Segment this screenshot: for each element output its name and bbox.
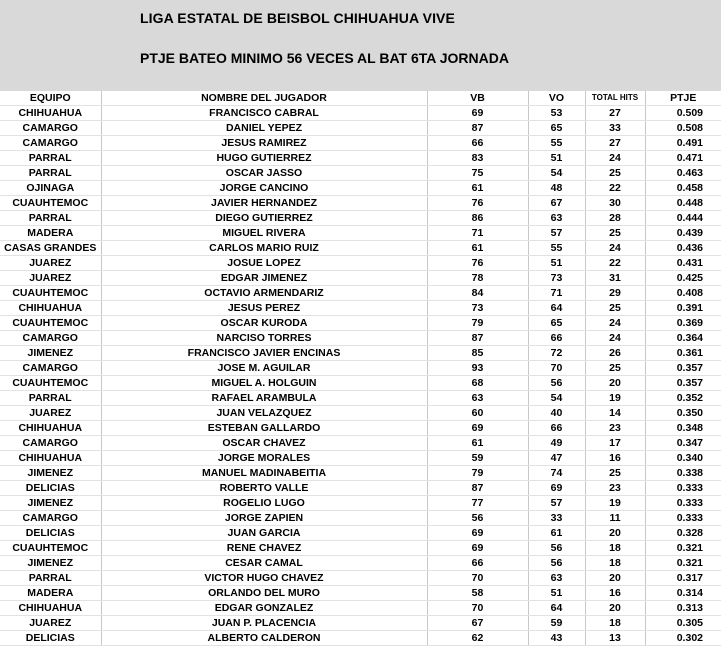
cell-nombre: ESTEBAN GALLARDO	[101, 421, 427, 436]
cell-vo: 48	[528, 181, 585, 196]
cell-ptje: 0.361	[645, 346, 721, 361]
cell-equipo: CAMARGO	[0, 511, 101, 526]
cell-total-hits: 26	[585, 346, 645, 361]
cell-ptje: 0.352	[645, 391, 721, 406]
cell-nombre: JESUS RAMIREZ	[101, 136, 427, 151]
cell-equipo: PARRAL	[0, 391, 101, 406]
table-row	[0, 406, 721, 421]
cell-vo: 55	[528, 241, 585, 256]
cell-total-hits: 19	[585, 391, 645, 406]
table-row	[0, 616, 721, 631]
cell-nombre: ROBERTO VALLE	[101, 481, 427, 496]
cell-equipo: CHIHUAHUA	[0, 601, 101, 616]
cell-ptje: 0.321	[645, 541, 721, 556]
cell-equipo: CAMARGO	[0, 331, 101, 346]
cell-equipo: CAMARGO	[0, 121, 101, 136]
table-row	[0, 466, 721, 481]
cell-vb: 56	[427, 511, 528, 526]
table-row	[0, 256, 721, 271]
league-title: LIGA ESTATAL DE BEISBOL CHIHUAHUA VIVE	[140, 10, 455, 26]
cell-ptje: 0.436	[645, 241, 721, 256]
cell-vo: 69	[528, 481, 585, 496]
cell-total-hits: 23	[585, 421, 645, 436]
cell-vo: 64	[528, 601, 585, 616]
cell-nombre: DIEGO GUTIERREZ	[101, 211, 427, 226]
cell-total-hits: 20	[585, 526, 645, 541]
table-row	[0, 241, 721, 256]
cell-total-hits: 23	[585, 481, 645, 496]
cell-vb: 76	[427, 196, 528, 211]
cell-total-hits: 16	[585, 586, 645, 601]
cell-vo: 63	[528, 571, 585, 586]
cell-equipo: MADERA	[0, 226, 101, 241]
cell-equipo: DELICIAS	[0, 526, 101, 541]
table-row	[0, 316, 721, 331]
cell-nombre: OSCAR KURODA	[101, 316, 427, 331]
table-row	[0, 601, 721, 616]
cell-vo: 65	[528, 121, 585, 136]
table-row	[0, 511, 721, 526]
cell-vb: 77	[427, 496, 528, 511]
cell-nombre: JOSE M. AGUILAR	[101, 361, 427, 376]
cell-vb: 59	[427, 451, 528, 466]
cell-vb: 93	[427, 361, 528, 376]
cell-equipo: JUAREZ	[0, 616, 101, 631]
cell-vb: 85	[427, 346, 528, 361]
table-row	[0, 556, 721, 571]
cell-vo: 64	[528, 301, 585, 316]
cell-ptje: 0.448	[645, 196, 721, 211]
cell-ptje: 0.317	[645, 571, 721, 586]
table-row	[0, 331, 721, 346]
cell-vo: 63	[528, 211, 585, 226]
cell-vo: 56	[528, 541, 585, 556]
cell-nombre: FRANCISCO JAVIER ENCINAS	[101, 346, 427, 361]
cell-equipo: CHIHUAHUA	[0, 451, 101, 466]
table-row	[0, 211, 721, 226]
cell-equipo: JUAREZ	[0, 256, 101, 271]
table-row	[0, 451, 721, 466]
table-row	[0, 526, 721, 541]
cell-vo: 54	[528, 391, 585, 406]
cell-vb: 71	[427, 226, 528, 241]
cell-equipo: PARRAL	[0, 166, 101, 181]
cell-ptje: 0.471	[645, 151, 721, 166]
cell-vo: 72	[528, 346, 585, 361]
cell-vo: 57	[528, 496, 585, 511]
table-row	[0, 226, 721, 241]
cell-vo: 55	[528, 136, 585, 151]
cell-vb: 73	[427, 301, 528, 316]
col-header-vb: VB	[427, 91, 528, 106]
cell-vo: 33	[528, 511, 585, 526]
cell-nombre: JUAN P. PLACENCIA	[101, 616, 427, 631]
cell-vo: 66	[528, 421, 585, 436]
cell-total-hits: 31	[585, 271, 645, 286]
cell-ptje: 0.338	[645, 466, 721, 481]
cell-nombre: JOSUE LOPEZ	[101, 256, 427, 271]
cell-equipo: CAMARGO	[0, 436, 101, 451]
table-row	[0, 631, 721, 646]
cell-equipo: CUAUHTEMOC	[0, 316, 101, 331]
cell-ptje: 0.321	[645, 556, 721, 571]
cell-total-hits: 24	[585, 151, 645, 166]
table-row	[0, 481, 721, 496]
table-row	[0, 571, 721, 586]
cell-vb: 84	[427, 286, 528, 301]
cell-nombre: ROGELIO LUGO	[101, 496, 427, 511]
cell-nombre: RAFAEL ARAMBULA	[101, 391, 427, 406]
cell-nombre: OCTAVIO ARMENDARIZ	[101, 286, 427, 301]
cell-nombre: JUAN GARCIA	[101, 526, 427, 541]
cell-equipo: OJINAGA	[0, 181, 101, 196]
cell-total-hits: 22	[585, 181, 645, 196]
cell-vb: 66	[427, 136, 528, 151]
cell-vb: 70	[427, 571, 528, 586]
cell-ptje: 0.350	[645, 406, 721, 421]
cell-nombre: NARCISO TORRES	[101, 331, 427, 346]
table-row	[0, 271, 721, 286]
cell-nombre: EDGAR GONZALEZ	[101, 601, 427, 616]
cell-ptje: 0.313	[645, 601, 721, 616]
cell-nombre: JORGE MORALES	[101, 451, 427, 466]
table-row	[0, 136, 721, 151]
cell-vo: 57	[528, 226, 585, 241]
cell-equipo: CASAS GRANDES	[0, 241, 101, 256]
cell-equipo: MADERA	[0, 586, 101, 601]
cell-equipo: DELICIAS	[0, 481, 101, 496]
cell-equipo: DELICIAS	[0, 631, 101, 646]
cell-equipo: PARRAL	[0, 151, 101, 166]
cell-vb: 87	[427, 121, 528, 136]
cell-total-hits: 24	[585, 241, 645, 256]
cell-nombre: OSCAR CHAVEZ	[101, 436, 427, 451]
cell-ptje: 0.463	[645, 166, 721, 181]
cell-ptje: 0.357	[645, 361, 721, 376]
cell-total-hits: 11	[585, 511, 645, 526]
table-body	[0, 106, 721, 646]
cell-vo: 51	[528, 151, 585, 166]
table-row	[0, 166, 721, 181]
cell-nombre: JORGE CANCINO	[101, 181, 427, 196]
cell-equipo: JUAREZ	[0, 406, 101, 421]
cell-vb: 61	[427, 241, 528, 256]
table-row	[0, 151, 721, 166]
cell-ptje: 0.444	[645, 211, 721, 226]
cell-equipo: PARRAL	[0, 211, 101, 226]
cell-vb: 87	[427, 331, 528, 346]
cell-ptje: 0.333	[645, 496, 721, 511]
table-row	[0, 346, 721, 361]
cell-vo: 73	[528, 271, 585, 286]
cell-vb: 58	[427, 586, 528, 601]
cell-total-hits: 29	[585, 286, 645, 301]
cell-equipo: CHIHUAHUA	[0, 301, 101, 316]
cell-total-hits: 28	[585, 211, 645, 226]
cell-ptje: 0.347	[645, 436, 721, 451]
cell-vo: 56	[528, 376, 585, 391]
col-header-total-hits: TOTAL HITS	[585, 91, 645, 106]
cell-total-hits: 33	[585, 121, 645, 136]
cell-ptje: 0.302	[645, 631, 721, 646]
table-row	[0, 541, 721, 556]
col-header-nombre: NOMBRE DEL JUGADOR	[101, 91, 427, 106]
table-row	[0, 286, 721, 301]
cell-vb: 67	[427, 616, 528, 631]
cell-vo: 56	[528, 556, 585, 571]
cell-ptje: 0.369	[645, 316, 721, 331]
cell-ptje: 0.333	[645, 481, 721, 496]
table-row	[0, 181, 721, 196]
cell-ptje: 0.425	[645, 271, 721, 286]
cell-nombre: RENE CHAVEZ	[101, 541, 427, 556]
cell-vb: 79	[427, 466, 528, 481]
cell-equipo: CUAUHTEMOC	[0, 196, 101, 211]
cell-total-hits: 25	[585, 466, 645, 481]
table-row	[0, 196, 721, 211]
table-row	[0, 391, 721, 406]
cell-vb: 70	[427, 601, 528, 616]
cell-nombre: OSCAR JASSO	[101, 166, 427, 181]
cell-ptje: 0.508	[645, 121, 721, 136]
cell-vo: 54	[528, 166, 585, 181]
table-row	[0, 586, 721, 601]
cell-vo: 53	[528, 106, 585, 121]
cell-vb: 78	[427, 271, 528, 286]
cell-ptje: 0.333	[645, 511, 721, 526]
table-row	[0, 421, 721, 436]
cell-vo: 40	[528, 406, 585, 421]
cell-ptje: 0.328	[645, 526, 721, 541]
table-row	[0, 436, 721, 451]
cell-nombre: DANIEL YEPEZ	[101, 121, 427, 136]
cell-equipo: JIMENEZ	[0, 466, 101, 481]
cell-ptje: 0.439	[645, 226, 721, 241]
cell-ptje: 0.364	[645, 331, 721, 346]
table-row	[0, 361, 721, 376]
cell-vo: 51	[528, 256, 585, 271]
cell-vo: 65	[528, 316, 585, 331]
cell-vb: 66	[427, 556, 528, 571]
cell-vb: 61	[427, 436, 528, 451]
cell-total-hits: 25	[585, 226, 645, 241]
cell-equipo: JIMENEZ	[0, 346, 101, 361]
cell-vb: 69	[427, 526, 528, 541]
cell-ptje: 0.408	[645, 286, 721, 301]
cell-equipo: PARRAL	[0, 571, 101, 586]
cell-total-hits: 16	[585, 451, 645, 466]
table-row	[0, 106, 721, 121]
cell-ptje: 0.305	[645, 616, 721, 631]
cell-total-hits: 18	[585, 616, 645, 631]
col-header-ptje: PTJE	[645, 91, 721, 106]
cell-total-hits: 25	[585, 301, 645, 316]
cell-vb: 60	[427, 406, 528, 421]
cell-nombre: MIGUEL RIVERA	[101, 226, 427, 241]
table-row	[0, 301, 721, 316]
cell-vo: 66	[528, 331, 585, 346]
cell-total-hits: 24	[585, 316, 645, 331]
cell-vo: 70	[528, 361, 585, 376]
cell-vo: 47	[528, 451, 585, 466]
cell-vb: 75	[427, 166, 528, 181]
cell-vb: 62	[427, 631, 528, 646]
cell-vb: 79	[427, 316, 528, 331]
cell-nombre: FRANCISCO CABRAL	[101, 106, 427, 121]
cell-total-hits: 22	[585, 256, 645, 271]
cell-equipo: CUAUHTEMOC	[0, 541, 101, 556]
cell-total-hits: 30	[585, 196, 645, 211]
cell-nombre: MIGUEL A. HOLGUIN	[101, 376, 427, 391]
cell-ptje: 0.348	[645, 421, 721, 436]
cell-vb: 69	[427, 421, 528, 436]
cell-equipo: CHIHUAHUA	[0, 106, 101, 121]
cell-vo: 43	[528, 631, 585, 646]
cell-ptje: 0.314	[645, 586, 721, 601]
cell-vo: 61	[528, 526, 585, 541]
header-band	[0, 0, 721, 91]
cell-ptje: 0.391	[645, 301, 721, 316]
cell-nombre: VICTOR HUGO CHAVEZ	[101, 571, 427, 586]
cell-equipo: CHIHUAHUA	[0, 421, 101, 436]
cell-ptje: 0.340	[645, 451, 721, 466]
cell-vo: 67	[528, 196, 585, 211]
batting-table	[0, 91, 721, 646]
report-subtitle: PTJE BATEO MINIMO 56 VECES AL BAT 6TA JORNADA	[140, 50, 509, 66]
table-row	[0, 376, 721, 391]
cell-nombre: CESAR CAMAL	[101, 556, 427, 571]
cell-total-hits: 25	[585, 166, 645, 181]
cell-vb: 61	[427, 181, 528, 196]
cell-total-hits: 20	[585, 601, 645, 616]
cell-vo: 59	[528, 616, 585, 631]
cell-ptje: 0.509	[645, 106, 721, 121]
cell-equipo: CAMARGO	[0, 136, 101, 151]
cell-equipo: CAMARGO	[0, 361, 101, 376]
cell-vb: 76	[427, 256, 528, 271]
cell-vb: 68	[427, 376, 528, 391]
cell-total-hits: 19	[585, 496, 645, 511]
cell-vo: 71	[528, 286, 585, 301]
col-header-vo: VO	[528, 91, 585, 106]
cell-nombre: JESUS PEREZ	[101, 301, 427, 316]
cell-equipo: JIMENEZ	[0, 496, 101, 511]
cell-total-hits: 20	[585, 376, 645, 391]
cell-nombre: ALBERTO CALDERON	[101, 631, 427, 646]
cell-nombre: EDGAR JIMENEZ	[101, 271, 427, 286]
cell-vo: 51	[528, 586, 585, 601]
cell-nombre: JORGE ZAPIEN	[101, 511, 427, 526]
cell-nombre: JUAN VELAZQUEZ	[101, 406, 427, 421]
cell-nombre: HUGO GUTIERREZ	[101, 151, 427, 166]
cell-ptje: 0.491	[645, 136, 721, 151]
cell-total-hits: 13	[585, 631, 645, 646]
cell-nombre: ORLANDO DEL MURO	[101, 586, 427, 601]
cell-ptje: 0.357	[645, 376, 721, 391]
cell-ptje: 0.431	[645, 256, 721, 271]
cell-equipo: JIMENEZ	[0, 556, 101, 571]
cell-equipo: CUAUHTEMOC	[0, 376, 101, 391]
cell-nombre: JAVIER HERNANDEZ	[101, 196, 427, 211]
cell-nombre: MANUEL MADINABEITIA	[101, 466, 427, 481]
header-row	[0, 91, 721, 106]
cell-nombre: CARLOS MARIO RUIZ	[101, 241, 427, 256]
col-header-equipo: EQUIPO	[0, 91, 101, 106]
cell-vb: 87	[427, 481, 528, 496]
table-row	[0, 496, 721, 511]
cell-vo: 74	[528, 466, 585, 481]
cell-total-hits: 17	[585, 436, 645, 451]
cell-vb: 86	[427, 211, 528, 226]
cell-vb: 63	[427, 391, 528, 406]
cell-vb: 69	[427, 106, 528, 121]
cell-total-hits: 18	[585, 556, 645, 571]
cell-total-hits: 27	[585, 136, 645, 151]
table-row	[0, 121, 721, 136]
cell-equipo: JUAREZ	[0, 271, 101, 286]
cell-total-hits: 14	[585, 406, 645, 421]
cell-vb: 83	[427, 151, 528, 166]
cell-total-hits: 18	[585, 541, 645, 556]
cell-ptje: 0.458	[645, 181, 721, 196]
cell-total-hits: 25	[585, 361, 645, 376]
cell-total-hits: 24	[585, 331, 645, 346]
cell-equipo: CUAUHTEMOC	[0, 286, 101, 301]
cell-vo: 49	[528, 436, 585, 451]
cell-total-hits: 27	[585, 106, 645, 121]
cell-total-hits: 20	[585, 571, 645, 586]
cell-vb: 69	[427, 541, 528, 556]
